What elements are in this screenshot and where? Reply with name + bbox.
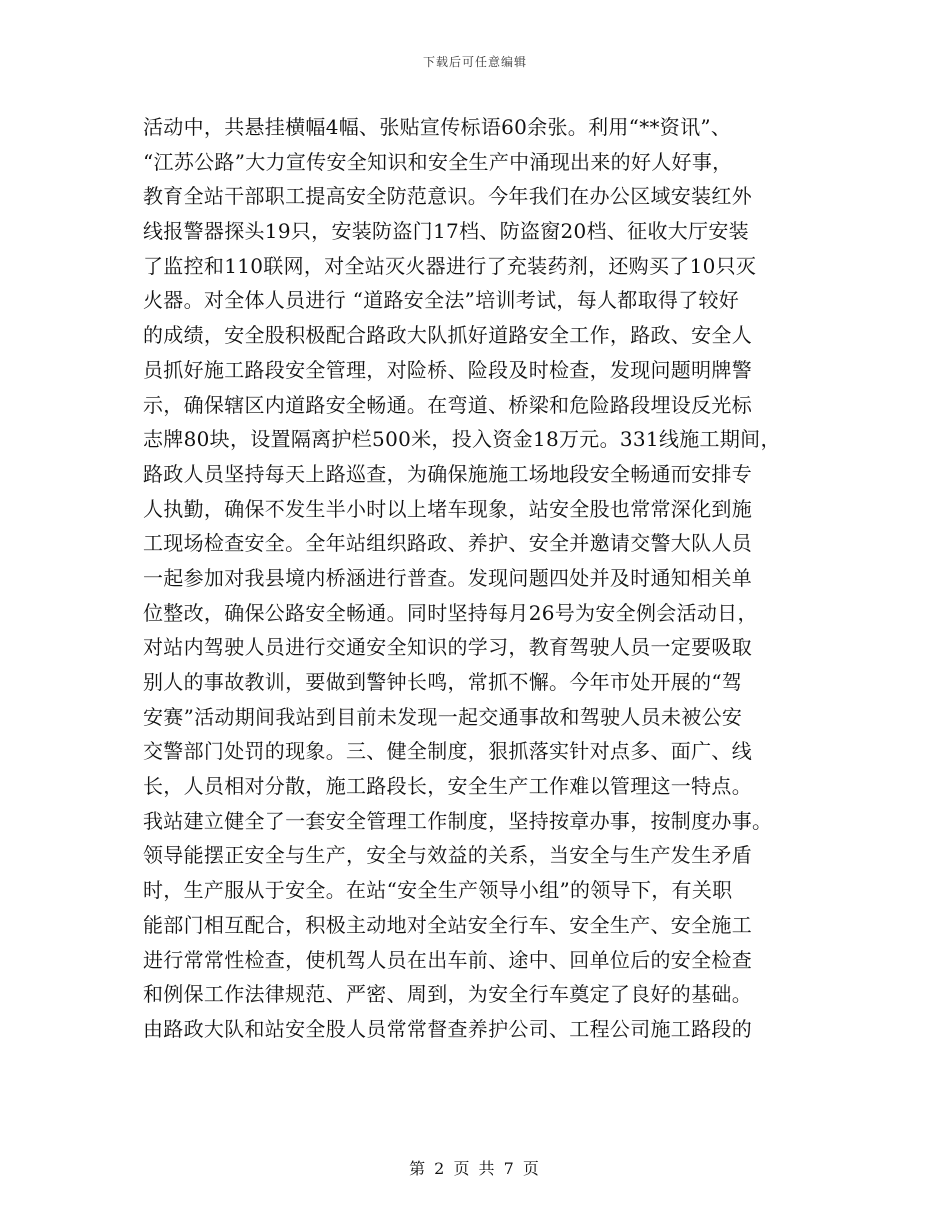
page-number-footer: 第 2 页 共 7 页 (409, 1159, 541, 1178)
body-line: 示，确保辖区内道路安全畅通。在弯道、桥梁和危险路段埋设反光标 (143, 392, 752, 417)
body-line: 的成绩，安全股积极配合路政大队抓好道路安全工作，路政、安全人 (143, 323, 752, 348)
body-line: 长，人员相对分散，施工路段长，安全生产工作难以管理这一特点。 (143, 774, 752, 799)
body-line: 线报警器探头19只，安装防盗门17档、防盗窗20档、征收大厅安装 (143, 219, 749, 244)
body-line: 工现场检查安全。全年站组织路政、养护、安全并邀请交警大队人员 (143, 531, 752, 556)
body-line: 人执勤，确保不发生半小时以上堵车现象，站安全股也常常深化到施 (143, 496, 752, 521)
body-line: 领导能摆正安全与生产，安全与效益的关系，当安全与生产发生矛盾 (143, 843, 752, 868)
body-line: 能部门相互配合，积极主动地对全站安全行车、安全生产、安全施工 (143, 912, 752, 937)
body-line: 火器。对全体人员进行 “道路安全法”培训考试，每人都取得了较好 (143, 288, 740, 313)
body-line: 位整改，确保公路安全畅通。同时坚持每月26号为安全例会活动日， (143, 600, 758, 625)
body-line: 由路政大队和站安全股人员常常督查养护公司、工程公司施工路段的 (143, 1016, 752, 1041)
body-line: 安赛”活动期间我站到目前未发现一起交通事故和驾驶人员未被公安 (143, 704, 743, 729)
body-line: 员抓好施工路段安全管理，对险桥、险段及时检查，发现问题明牌警 (143, 357, 752, 382)
body-line: 一起参加对我县境内桥涵进行普查。发现问题四处并及时通知相关单 (143, 565, 752, 590)
document-body (143, 110, 813, 1047)
body-line: “江苏公路”大力宣传安全知识和安全生产中涌现出来的好人好事， (143, 149, 733, 174)
body-line: 教育全站干部职工提高安全防范意识。今年我们在办公区域安装红外 (143, 184, 752, 209)
body-line: 交警部门处罚的现象。三、健全制度，狠抓落实针对点多、面广、线 (143, 739, 752, 764)
body-line: 了监控和110联网，对全站灭火器进行了充装药剂，还购买了10只灭 (143, 253, 757, 278)
body-line: 别人的事故教训，要做到警钟长鸣，常抓不懈。今年市处开展的“驾 (143, 670, 743, 694)
body-line: 进行常常性检查，使机驾人员在出车前、途中、回单位后的安全检查 (143, 947, 752, 972)
body-line: 活动中，共悬挂横幅4幅、张贴宣传标语60余张。利用“**资讯”、 (143, 115, 732, 139)
page-header-note: 下载后可任意编辑 (422, 55, 527, 69)
body-line: 时，生产服从于安全。在站“安全生产领导小组”的领导下，有关职 (143, 878, 733, 903)
body-line: 我站建立健全了一套安全管理工作制度，坚持按章办事，按制度办事。 (143, 808, 773, 833)
body-line: 志牌80块，设置隔离护栏500米，投入资金18万元。331线施工期间， (143, 427, 781, 452)
body-line: 对站内驾驶人员进行交通安全知识的学习，教育驾驶人员一定要吸取 (143, 635, 752, 660)
body-line: 路政人员坚持每天上路巡查，为确保施施工场地段安全畅通而安排专 (143, 461, 752, 486)
body-line: 和例保工作法律规范、严密、周到，为安全行车奠定了良好的基础。 (143, 982, 752, 1007)
